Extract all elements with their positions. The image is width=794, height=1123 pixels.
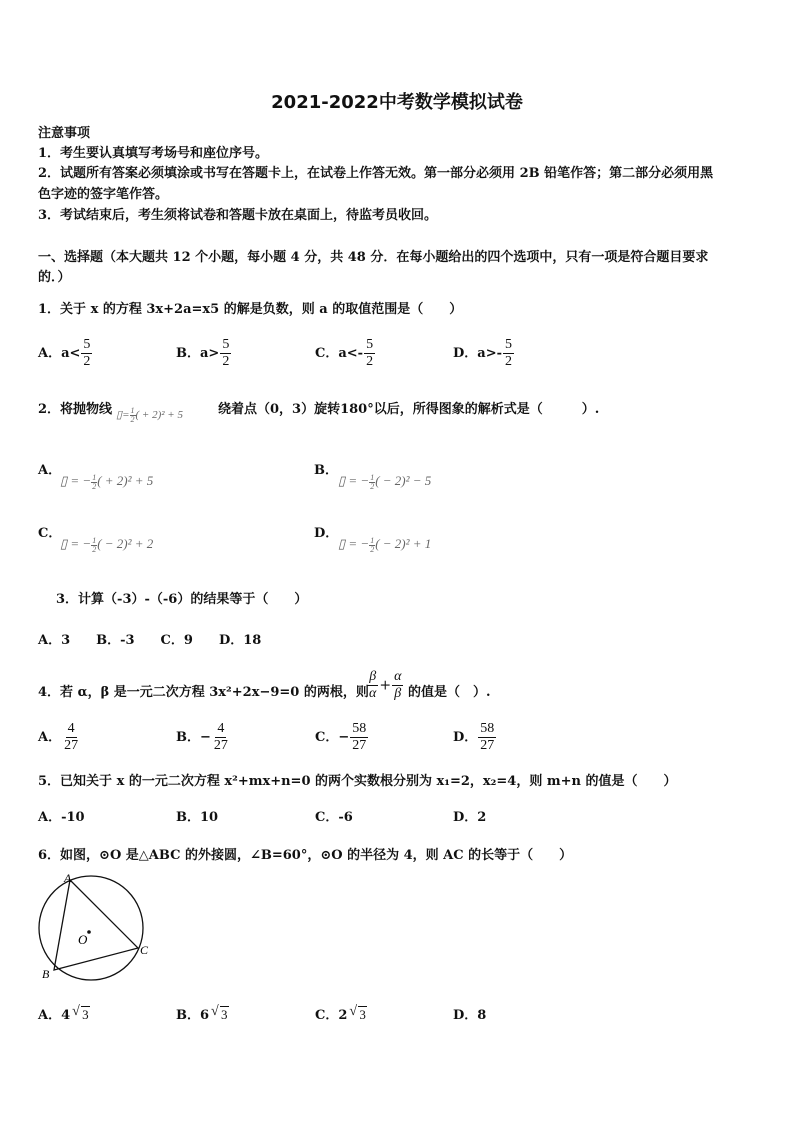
fraction: $\frac{58}{27}$ xyxy=(352,721,367,753)
question-2-option-b-label: B． xyxy=(314,463,338,478)
label-b: B xyxy=(42,967,50,981)
question-4-option-c: C．− $\frac{58}{27}$ xyxy=(315,721,367,753)
fraction: $\frac{1}{2}$ xyxy=(92,472,97,491)
label-c: C xyxy=(140,943,149,957)
question-2-option-c-formula: ▯ = − $\frac{1}{2}$ ( − 2)² + 2 xyxy=(60,535,154,554)
question-5-stem: 5．已知关于 x 的一元二次方程 x²+mx+n=0 的两个实数根分别为 x₁=2，x₂=4，则 m+n 的值是（ ） xyxy=(38,774,677,789)
question-2-option-a-formula: ▯ = − $\frac{1}{2}$ ( + 2)² + 5 xyxy=(60,472,154,491)
question-4-stem-b: 的值是（ ）. xyxy=(408,685,491,700)
fraction: $\frac{\alpha}{\beta}$ xyxy=(394,669,402,701)
question-5-option-c: C．-6 xyxy=(315,810,353,825)
question-1-option-a xyxy=(38,338,93,369)
circumcircle-figure xyxy=(34,870,154,982)
fraction: $\frac{5}{2}$ xyxy=(222,337,230,369)
fraction: $\frac{1}{2}$ xyxy=(370,472,375,491)
page-title: 2021-2022中考数学模拟试卷 xyxy=(271,92,523,113)
fraction: $\frac{1}{2}$ xyxy=(92,535,97,554)
question-4-option-d: D． $\frac{58}{27}$ xyxy=(453,721,495,753)
question-2-option-c-label: C． xyxy=(38,526,62,541)
question-1-option-c xyxy=(315,338,376,369)
placeholder-glyph: ▯ xyxy=(116,409,123,422)
note-line-3: 3．考试结束后，考生须将试卷和答题卡放在桌面上，待监考员收回。 xyxy=(38,208,438,223)
label-o: O xyxy=(78,932,88,947)
question-6-option-c: C．2√ 3 xyxy=(315,1004,367,1023)
option-label: C．a<- xyxy=(315,346,364,361)
fraction: $\frac{1}{2}$ xyxy=(130,406,135,424)
question-2-formula: ▯= $\frac{1}{2}$ ( + 2)² + 5 xyxy=(116,406,183,424)
question-6-option-b: B．6√ 3 xyxy=(176,1004,229,1023)
question-4-expression: $\frac{\beta}{\alpha}$ + $\frac{\alpha}{\beta}$ xyxy=(369,669,402,701)
question-5-option-b: B．10 xyxy=(176,810,219,825)
question-2-option-b-formula: ▯ = − $\frac{1}{2}$ ( − 2)² − 5 xyxy=(338,472,432,491)
question-3-options: A．3 B．-3 C．9 D．18 xyxy=(38,633,262,648)
fraction: $\frac{\beta}{\alpha}$ xyxy=(369,669,377,701)
section-heading-line-1: 一、选择题（本大题共 12 个小题，每小题 4 分，共 48 分．在每小题给出的四个选项中，只有一项是符合题目要求 xyxy=(38,250,709,265)
label-a: A xyxy=(64,871,72,885)
question-2-option-d-formula: ▯ = − $\frac{1}{2}$ ( − 2)² + 1 xyxy=(338,535,432,554)
note-line-2a: 2．试题所有答案必须填涂或书写在答题卡上，在试卷上作答无效。第一部分必须用 2B 铅笔作答；第二部分必须用黑 xyxy=(38,166,714,181)
question-6-option-a: A．4√ 3 xyxy=(38,1004,90,1023)
question-1-option-b xyxy=(176,338,232,369)
question-3-stem: 3．计算（-3）-（-6）的结果等于（ ） xyxy=(56,592,308,607)
question-4-option-b: B．− $\frac{4}{27}$ xyxy=(176,721,228,753)
question-4-option-a: A． $\frac{4}{27}$ xyxy=(38,721,79,753)
option-label: B．a> xyxy=(176,346,220,361)
question-2-option-a-label: A． xyxy=(38,463,62,478)
section-heading-line-2: 的．） xyxy=(38,270,71,285)
question-1-option-d xyxy=(453,338,515,369)
question-6-stem: 6．如图，⊙O 是△ABC 的外接圆，∠B=60°，⊙O 的半径为 4，则 AC 的长等于（ ） xyxy=(38,848,573,863)
question-6-option-d: D．8 xyxy=(453,1008,487,1023)
fraction: $\frac{5}{2}$ xyxy=(83,337,91,369)
question-5-option-a: A．-10 xyxy=(38,810,85,825)
fraction: $\frac{1}{2}$ xyxy=(370,535,375,554)
question-2-option-d-label: D． xyxy=(314,526,339,541)
question-5-option-d: D．2 xyxy=(453,810,487,825)
notes-heading: 注意事项 xyxy=(38,126,91,141)
question-1-stem: 1．关于 x 的方程 3x+2a=x5 的解是负数，则 a 的取值范围是（ ） xyxy=(38,302,463,317)
question-2-stem-a: 2．将抛物线 xyxy=(38,402,113,417)
triangle-abc xyxy=(54,880,138,970)
option-label: D．a>- xyxy=(453,346,502,361)
fraction: $\frac{5}{2}$ xyxy=(366,337,374,369)
option-label: A．a< xyxy=(38,346,81,361)
fraction: $\frac{5}{2}$ xyxy=(505,337,512,369)
center-point xyxy=(87,930,91,934)
fraction: $\frac{58}{27}$ xyxy=(480,721,495,753)
note-line-1: 1．考生要认真填写考场号和座位序号。 xyxy=(38,146,269,161)
note-line-2b: 色字迹的签字笔作答。 xyxy=(38,187,169,202)
question-2-stem-b: 绕着点（0，3）旋转180°以后，所得图象的解析式是（ ）. xyxy=(218,402,600,417)
fraction: $\frac{4}{27}$ xyxy=(64,721,79,753)
question-4-stem-a: 4．若 α，β 是一元二次方程 3x²+2x−9=0 的两根，则 xyxy=(38,685,369,700)
fraction: $\frac{4}{27}$ xyxy=(213,721,228,753)
